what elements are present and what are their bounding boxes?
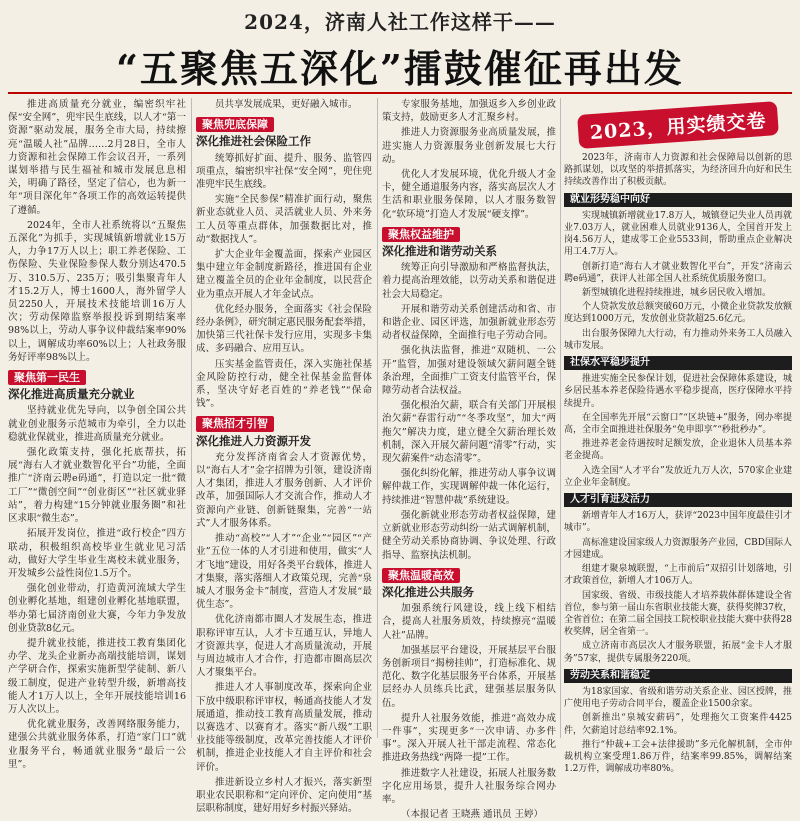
section-subtitle: 深化推进和谐劳动关系 — [382, 244, 497, 259]
section-tag: 聚焦温暖高效 — [382, 568, 460, 583]
paragraph: 强化新就业形态劳动者权益保障，建立新就业形态劳动纠纷一站式调解机制，健全劳动关系协商协调、争议处理、行政指导、监察执法机制。 — [382, 509, 556, 561]
article-column-3 — [382, 98, 556, 821]
paragraph: 国家级、省级、市级技能人才培养载体群体建设全省首位，参与第一届山东省职业技能大赛，获得奖牌37枚，全省首位；在第二届全国技工院校职业技能大赛中获得28枚奖牌，居全省第一。 — [564, 590, 792, 638]
paragraph: 推动“高校”“人才”“企业”“园区”“产业”五位一体的人才引进和使用，做实“人才飞地”建设，用好各类平台载体，推进人才集聚，落实落细人才政策兑现，完善“泉城人才服务金卡”制度，营造人才发展“最优生态”。 — [196, 533, 372, 611]
paragraph: 入选全国“人才平台”发放近九万人次，570家企业建立企业年金制度。 — [564, 465, 792, 488]
paragraph: 推进养老金待遇按时足额发放，企业退休人员基本养老金提高。 — [564, 439, 792, 462]
paragraph: 组建才聚泉城联盟，“上市前后”双招引计划落地，引才政策首位，新增人才106万人。 — [564, 564, 792, 587]
banner-text: 2023，用实绩交卷 — [589, 109, 768, 144]
column-divider — [191, 98, 192, 738]
paragraph: 优化人才发展环境，优化升级人才金卡，健全通道服务内容，落实高层次人才生活和职业服务保障，以人才服务数智化“软环境”打造人才发展“硬支撑”。 — [382, 169, 556, 220]
paragraph: 统筹抓好扩面、提升、服务、监管四项重点，编密织牢社保“安全网”，兜住兜准兜牢民生底线。 — [196, 152, 372, 191]
paragraph: 2024年，全市人社系统将以“五聚焦五深化”为抓手，实现城镇新增就业15万人，力争17万人以上；职工养老保险、工伤保险、失业保险参保人数分别达470.5万、310.5万、235万；吸引集聚青年人才15.2万人，博士1600人，海外留学人员2250人，开展技术技能培训16万人次；劳动保障监察举报投诉到期结案率98%以上，劳动人事争议仲裁结案率90%以上，调解成功率60%以上；人社政务服务好评率98%以上。 — [8, 219, 186, 363]
headline-rule — [8, 92, 792, 94]
paragraph: 创新推出“泉城安薪码”，处理拖欠工资案件4425件，欠薪追讨总结率92.1%。 — [564, 713, 792, 736]
paragraph: 推进人才人事制度改革，探索向企业下放中级职称评审权，畅通高技能人才发展通道，推动技工教育高质量发展，推动以赛选才、以赛育才。落实“新八级”工职业技能等级制度，改革完善技能人才评价机制，推进企业技能人才自主评价和社会评价。 — [196, 682, 372, 773]
paragraph: 加强系统行风建设，线上线下相结合，提高人社服务质效，持续擦亮“温暖人社”品牌。 — [382, 603, 556, 641]
section-subtitle: 深化推进社会保险工作 — [196, 134, 311, 149]
paragraph: 实现城镇新增就业17.8万人，城镇登记失业人员再就业7.03万人，就业困难人员就业9136人，全国首开发上岗4.56万人，建成零工企业5533间，帮助重点企业解决用工4.7万人。 — [564, 210, 792, 258]
column-divider — [560, 98, 561, 738]
paragraph: 强化创业带动，打造黄河流域大学生创业孵化基地，组建创业孵化基地联盟，举办第七届济南创业大赛，今年力争发放创业贷款8亿元。 — [8, 583, 186, 634]
paragraph: 压实基金监管责任，深入实施社保基金风险防控行动，健全社保基金监督体系，坚决守好老百姓的“养老钱”“保命钱”。 — [196, 358, 372, 410]
sidebar-heading: 社保水平稳步提升 — [564, 356, 792, 370]
paragraph: 新型城镇化进程持续推进，城乡居民收入增加。 — [582, 288, 772, 299]
paragraph: 充分发挥济南省会人才资源优势，以“海右人才”金字招牌为引领，建设济南人才集团，推进人才服务创新、人才评价改革，加强国际人才交流合作，推动人才资源向产业链、创新链聚集，完善“一站式”人才服务体系。 — [196, 451, 372, 529]
sidebar-heading: 人才引育进发活力 — [564, 493, 792, 507]
paragraph: 优化济南都市圈人才发展生态，推进职称评审互认，人才卡互通互认，异地人才资源共享，促进人才高质量流动，开展与周边城市人才合作，打造都市圈高层次人才聚集平台。 — [196, 614, 372, 679]
main-headline: “五聚焦五深化”擂鼓催征再出发 — [116, 46, 684, 91]
paragraph: 扩大企业年金覆盖面，探索产业园区集中建立年金制度新路径，推进国有企业建立覆盖全员的企业年金制度，以民营企业为重点开展人才年金试点。 — [196, 249, 372, 300]
paragraph: 推进高质量充分就业，编密织牢社保“安全网”，兜牢民生底线，以人才“第一资源”驱动发展，服务全市大局，持续擦亮“温暖人社”品牌……2月28日，全市人力资源和社会保障工作会议召开，一系列谋划举措与民生福祉和城市发展息息相关，明确了路径，坚定了信心，也为新一年“项目深化年”各项工作的高效运转提供了遵循。 — [8, 99, 186, 216]
paragraph: 推进新设立乡村人才振兴，落实新型职业农民职称和“定向评价、定向使用”基层职称制度，建好用好乡村振兴驿站。 — [196, 776, 372, 815]
paragraph: 强化政策支持，强化托底帮扶，拓展“海右人才就业数智化平台”功能，全面推广“济南云聘e码通”，打造以定一批“微工厂”“微创空间”“创业街区”“社区就业驿站”，着力构建“15分钟就业服务圈”和社区求职“微生态”。 — [8, 447, 186, 525]
paragraph: 实施“全民参保”精准扩面行动，聚焦新业态就业人员、灵活就业人员、外来务工人员等重点群体，加强数据比对，推动“数据找人”。 — [196, 194, 372, 245]
section-header — [196, 416, 372, 447]
paragraph: 推进人力资源服务业高质量发展，推进实施人力资源服务业创新发展七大行动。 — [382, 127, 556, 165]
paragraph: 创新打造“海右人才就业数智化平台”，开发“济南云聘e码通”，获评人社部全国人社系统优质服务窗口。 — [564, 261, 792, 284]
paragraph: 开展和谐劳动关系创建活动和省、市和谐企业、园区评选，加强新就业形态劳动者权益保障，全面推行电子劳动合同。 — [382, 303, 556, 342]
sidebar-heading: 就业形势稳中向好 — [564, 193, 792, 207]
section-header — [8, 370, 186, 401]
paragraph: 个人贷款发放总额突破60万元，小微企业贷款发放额度达到1000万元，发放创业贷款超25.6亿元。 — [564, 302, 792, 325]
section-header — [196, 117, 372, 148]
paragraph: 强化执法监督，推进“双随机、一公开”监管，加强对建设领域欠薪问题全链条治理，全面推广工资支付监管平台，保障劳动者合法权益。 — [382, 345, 556, 397]
paragraph: 提升人社服务效能，推进“高效办成一件事”，实现更多“一次申请、办多件事”。深入开展人社干部走流程、常态化推进政务热线“两降一提”工作。 — [382, 712, 556, 764]
paragraph: 推行“仲裁+工会+法律援助”多元化解机制，全市仲裁机构立案受理1.86万件，结案率99.85%，调解结案1.2万件，调解成功率80%。 — [564, 739, 792, 775]
sidebar-banner — [577, 101, 779, 149]
paragraph: 成立济南市高层次人才服务联盟，拓展“金卡人才服务”57家，提供专属服务220项。 — [564, 641, 792, 664]
sidebar-heading: 劳动关系和谐稳定 — [564, 669, 792, 683]
byline: （本报记者 王晓燕 通讯员 王婷） — [401, 809, 544, 821]
section-tag: 聚焦兜底保障 — [196, 117, 274, 132]
column-divider — [377, 98, 378, 738]
section-subtitle: 深化推进公共服务 — [382, 584, 474, 599]
paragraph: 2023年，济南市人力资源和社会保障局以创新的思路抓谋划，以攻坚的举措抓落实，为经济回升向好和民生持续改善作出了积极贡献。 — [564, 153, 792, 188]
paragraph: 统筹正向引导激励和严格监督执法，着力提高治理效能，以劳动关系和谐促进社会大局稳定。 — [382, 262, 556, 300]
paragraph: 坚持就业优先导向，以争创全国公共就业创业服务示范城市为牵引，全力以赴稳就业保就业，推进高质量充分就业。 — [8, 405, 186, 443]
paragraph: 出台服务保障九大行动，有力推动外来务工人员融入城市发展。 — [564, 328, 792, 351]
section-header — [382, 568, 556, 599]
paragraph: 优化经办服务，全面落实《社会保险经办条例》，研究制定惠民服务配套举措，加快第三代社保卡发行应用，实现多卡集成、多码融合、应用互认。 — [196, 303, 372, 355]
achievements-sidebar — [564, 152, 792, 775]
paragraph: 强化根治欠薪，联合有关部门开展根治欠薪“春雷行动”“冬季攻坚”，加大“两拖欠”解决力度，建立健全欠薪治理长效机制，深入开展欠薪问题“清零”行动，实现欠薪案件“动态清零”。 — [382, 400, 556, 465]
paragraph: 专家服务基地，加强返乡入乡创业政策支持，鼓励更多人才汇聚乡村。 — [382, 99, 556, 124]
section-tag: 聚焦权益维护 — [382, 227, 460, 242]
paragraph: 强化纠纷化解，推进劳动人事争议调解仲裁工作，实现调解仲裁一体化运行，持续推进“智慧仲裁”系统建设。 — [382, 468, 556, 506]
section-subtitle: 深化推进高质量充分就业 — [8, 387, 135, 402]
paragraph: 加强基层平台建设，开展基层平台服务创新项目“揭榜挂帅”，打造标准化、规范化、数字化基层服务平台体系，开展基层经办人员练兵比武，建强基层服务队伍。 — [382, 644, 556, 709]
section-tag: 聚焦招才引智 — [196, 416, 274, 431]
paragraph: 提升就业技能，推进技工教育集团化办学、龙头企业新办高端技能培训，谋划产学研合作，探索实施新型学徒制、新八级工制度，促进产业转型升级，新增高技能人才1万人以上，全年开展技能培训16万人次以上。 — [8, 637, 186, 715]
section-tag: 聚焦第一民生 — [8, 370, 86, 385]
section-subtitle: 深化推进人力资源开发 — [196, 433, 311, 448]
paragraph: 拓展开发岗位，推进“政行校企”四方联动，积极组织高校毕业生就业见习活动，做好大学生毕业生离校未就业服务，开发城乡公益性岗位1.5万个。 — [8, 528, 186, 579]
article-column-2 — [196, 98, 372, 815]
paragraph: 优化就业服务，改善网络服务能力，建强公共就业服务体系，打造“家门口”就业服务平台，畅通就业服务“最后一公里”。 — [8, 719, 186, 770]
paragraph: 员共享发展成果，更好融入城市。 — [215, 99, 358, 110]
paragraph: 新增青年人才16万人，获评“2023中国年度最佳引才城市”。 — [564, 511, 792, 534]
kicker-title: 2024，济南人社工作这样干—— — [244, 10, 556, 34]
article-column-1 — [8, 98, 186, 770]
paragraph: 为18家国家、省级和谐劳动关系企业、园区授牌，推广使用电子劳动合同平台，覆盖企业1500余家。 — [564, 686, 792, 710]
paragraph: 在全国率先开展“云窗口”“区块链+”服务，网办率提高，全市全面推进社保服务“免申即享”“秒批秒办”。 — [564, 412, 792, 436]
paragraph: 推进实施全民参保计划，促进社会保障体系建设，城乡居民基本养老保险待遇水平稳步提高，医疗保障水平持续提升。 — [564, 374, 792, 409]
section-header — [382, 227, 556, 258]
paragraph: 推进数字人社建设，拓展人社服务数字化应用场景，提升人社服务综合网办率。 — [382, 767, 556, 805]
paragraph: 高标准建设国家级人力资源服务产业园，CBD国际人才园建成。 — [564, 537, 792, 560]
